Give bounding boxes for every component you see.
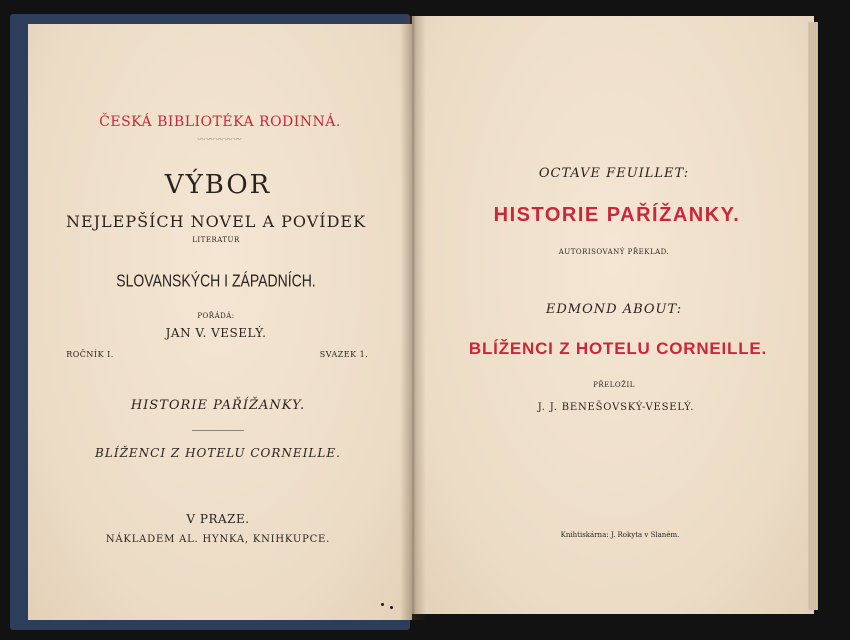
book-title: VÝBOR [164, 170, 272, 200]
work-main-title-2: BLÍŽENCI Z HOTELU CORNEILLE. [468, 339, 768, 358]
book-subtitle: NEJLEPŠÍCH NOVEL A POVÍDEK [65, 212, 367, 231]
series-title: ČESKÁ BIBLIOTÉKA RODINNÁ. [99, 114, 341, 130]
imprint-city: V PRAZE. [186, 512, 250, 526]
ink-spot [381, 603, 384, 606]
work-title-2: BLÍŽENCI Z HOTELU CORNEILLE. [95, 446, 341, 460]
page-edges [808, 22, 818, 610]
translation-note: AUTORISOVANÝ PŘEKLAD. [558, 248, 670, 256]
editor-label: POŘÁDÁ: [197, 312, 235, 320]
work-main-title-1: HISTORIE PAŘÍŽANKY. [493, 204, 741, 226]
book-scope: SLOVANSKÝCH I ZÁPADNÍCH. [116, 270, 316, 290]
printer-credit: Knihtiskárna: J. Rokyta v Slaném. [560, 531, 680, 539]
imprint-publisher: NÁKLADEM AL. HYNKA, KNIHKUPCE. [105, 534, 331, 545]
divider-line [192, 430, 244, 431]
book-gutter [400, 16, 426, 620]
volume-year: ROČNÍK I. [66, 350, 114, 359]
translator-name: J. J. BENEŠOVSKÝ-VESELÝ. [537, 402, 695, 413]
volume-number: SVAZEK 1. [319, 350, 369, 359]
ornament-divider: 〰〰〰〰〰 [197, 135, 243, 144]
work-title-1: HISTORIE PAŘÍŽANKY. [130, 398, 306, 413]
author-1: OCTAVE FEUILLET: [538, 166, 690, 181]
translator-label: PŘELOŽIL [593, 381, 635, 389]
editor-name: JAN V. VESELÝ. [165, 326, 267, 340]
ink-spot [390, 606, 393, 609]
author-2: EDMOND ABOUT: [545, 302, 683, 317]
literatur-label: LITERATUR [192, 236, 240, 244]
